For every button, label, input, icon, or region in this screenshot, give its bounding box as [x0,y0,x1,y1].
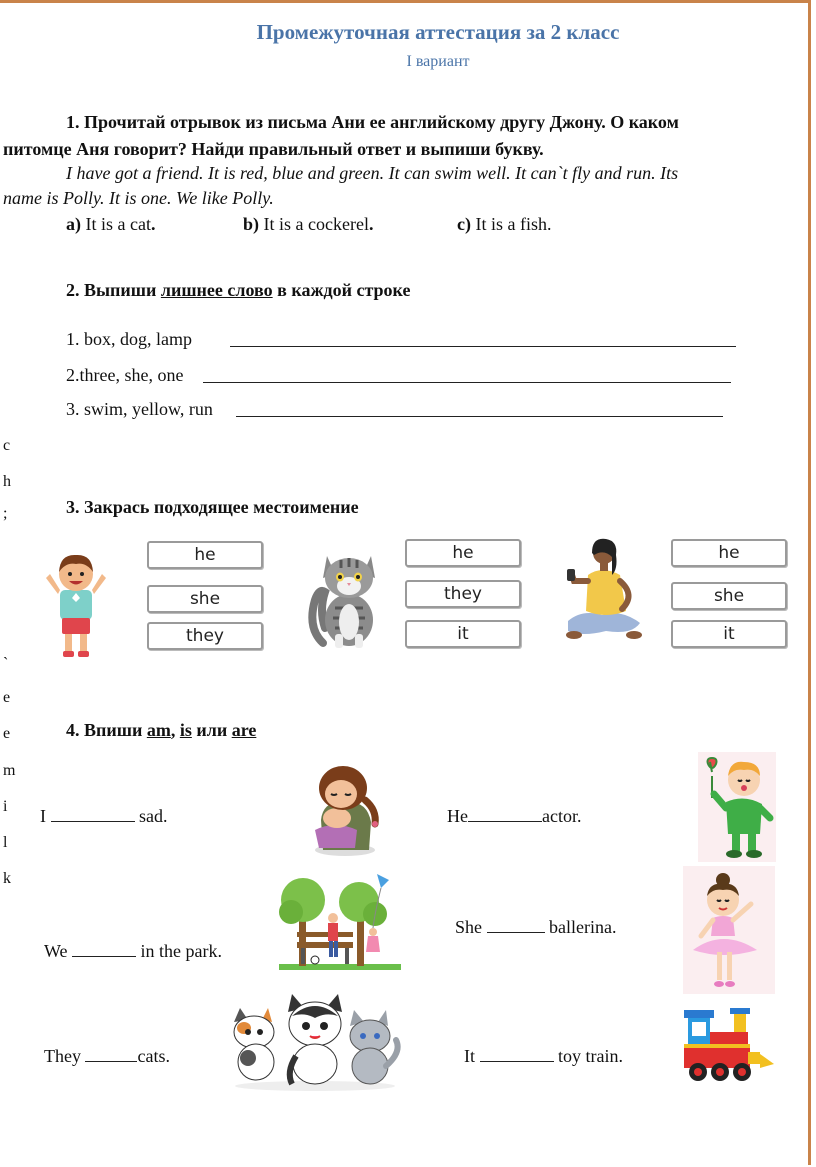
task2-heading: 2. Выпиши лишнее слово в каждой строке [66,280,411,300]
answer-line-1[interactable] [230,346,736,347]
margin-letter: ` [3,655,9,672]
park-illustration [279,872,401,972]
task1-option-c: c) It is a fish. [457,214,552,234]
task1-option-b: b) It is a cockerel. [243,214,374,234]
margin-letter: h [3,473,11,490]
margin-letter: i [3,798,8,815]
pronoun-choice-box[interactable]: he [671,539,787,567]
toy-train-illustration [680,1006,776,1084]
margin-letter: l [3,834,8,851]
answer-line-3[interactable] [236,416,723,417]
pronoun-choice-box[interactable]: they [405,580,521,608]
pronoun-choice-box[interactable]: she [671,582,787,610]
task2-row-3: 3. swim, yellow, run [66,399,213,419]
girl-illustration [562,535,644,647]
margin-letter: m [3,762,16,779]
page-title: Промежуточная аттестация за 2 класс [256,20,620,44]
sentence-we-park: We in the park. [44,941,223,961]
sentence-it-train: It toy train. [464,1046,623,1066]
answer-blank[interactable] [487,918,545,933]
cats-illustration [226,992,404,1092]
sentence-she-ballerina: She ballerina. [455,917,617,937]
pronoun-choice-box[interactable]: it [671,620,787,648]
sad-girl-illustration [305,760,385,858]
pronoun-choice-box[interactable]: he [147,541,263,569]
actor-boy-illustration [698,752,776,862]
task1-heading-line2: питомце Аня говорит? Найди правильный ответ и выпиши букву. [3,139,544,159]
margin-letter: e [3,689,11,706]
ballerina-illustration [683,866,775,994]
answer-blank[interactable] [72,942,136,957]
sentence-he-actor: He actor. [447,806,582,826]
task4-heading: 4. Впиши am, is или are [66,720,257,740]
variant-label: I вариант [406,53,470,70]
answer-line-2[interactable] [203,382,731,383]
sentence-they-cats: They cats. [44,1046,170,1066]
boy-illustration [42,550,110,662]
task1-heading-line1: 1. Прочитай отрывок из письма Ани ее английскому другу Джону. О каком [66,112,679,132]
cat-illustration [305,548,387,650]
pronoun-choice-box[interactable]: they [147,622,263,650]
answer-blank[interactable] [480,1047,554,1062]
margin-letter: ; [3,505,8,522]
sentence-i-sad: I sad. [40,806,168,826]
pronoun-choice-box[interactable]: he [405,539,521,567]
pronoun-choice-box[interactable]: it [405,620,521,648]
pronoun-choice-box[interactable]: she [147,585,263,613]
margin-letter: c [3,437,11,454]
task2-row-1: 1. box, dog, lamp [66,329,192,349]
task1-passage-line1: I have got a friend. It is red, blue and green. It can swim well. It can`t fly and run. Its [66,163,679,183]
task1-option-a: a) It is a cat. [66,214,156,234]
answer-blank[interactable] [468,807,542,822]
task2-row-2: 2.three, she, one [66,365,184,385]
task3-heading: 3. Закрась подходящее местоимение [66,497,359,517]
answer-blank[interactable] [85,1047,137,1062]
margin-letter: k [3,870,11,887]
margin-letter: e [3,725,11,742]
answer-blank[interactable] [51,807,135,822]
task1-passage-line2: name is Polly. It is one. We like Polly. [3,188,274,208]
